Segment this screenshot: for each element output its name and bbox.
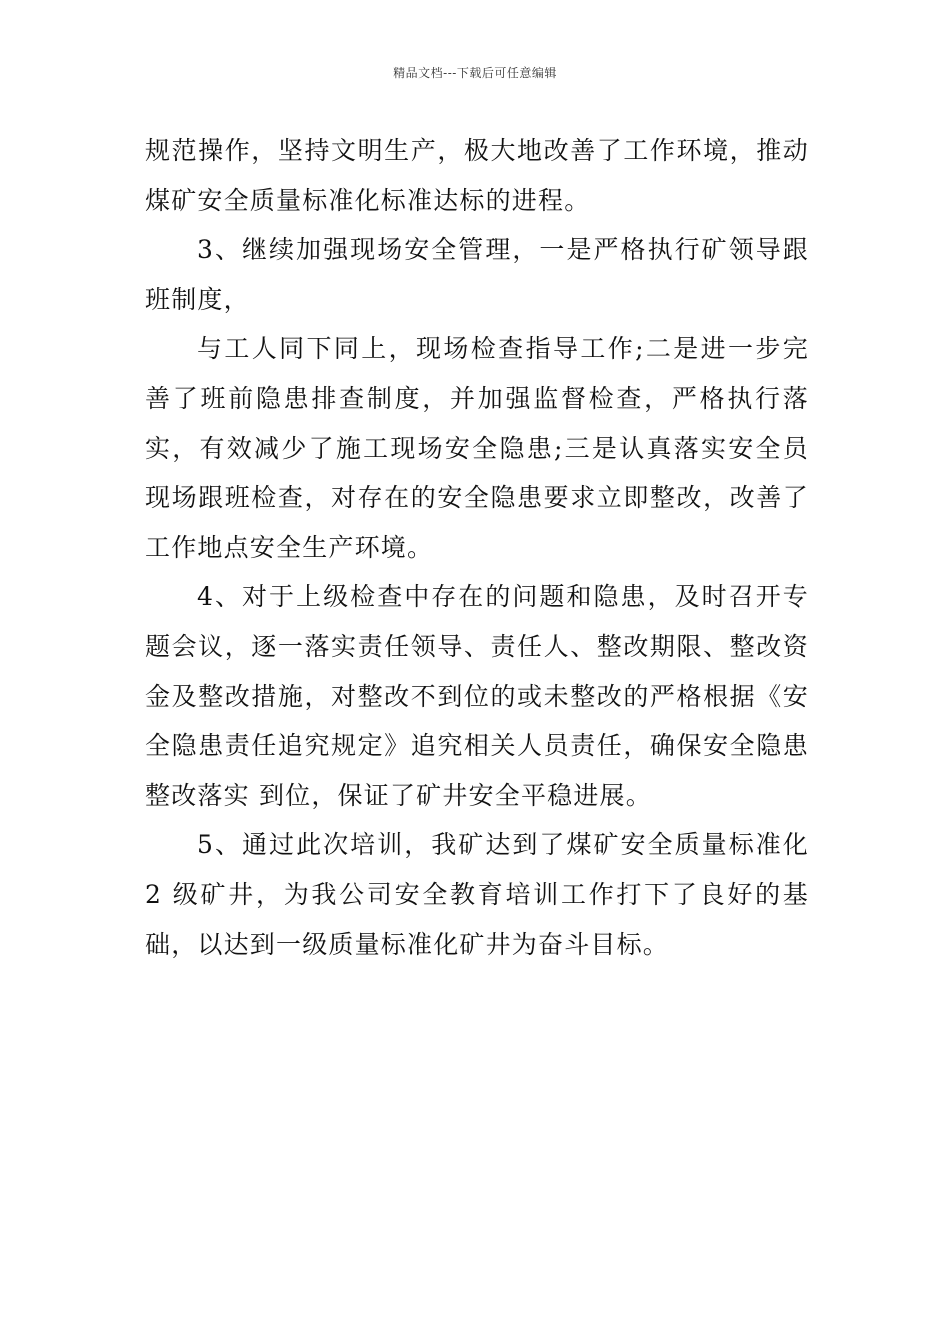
paragraph-2: 3、继续加强现场安全管理，一是严格执行矿领导跟班制度，	[145, 235, 809, 314]
paragraph-5: 5、通过此次培训，我矿达到了煤矿安全质量标准化 2 级矿井，为我公司安全教育培训工作打下了良好的基础，以达到一级质量标准化矿井为奋斗目标。	[145, 830, 809, 959]
paragraph-3: 与工人同下同上，现场检查指导工作;二是进一步完善了班前隐患排查制度，并加强监督检查，严格执行落实，有效减少了施工现场安全隐患;三是认真落实安全员现场跟班检查，对存在的安全隐患要求立即整改，改善了工作地点安全生产环境。	[145, 334, 809, 562]
paragraph-1: 规范操作，坚持文明生产，极大地改善了工作环境，推动煤矿安全质量标准化标准达标的进程。	[145, 136, 809, 215]
paragraph-4: 4、对于上级检查中存在的问题和隐患，及时召开专题会议，逐一落实责任领导、责任人、整改期限、整改资金及整改措施，对整改不到位的或未整改的严格根据《安全隐患责任追究规定》追究相关人员责任，确保安全隐患整改落实 到位，保证了矿井安全平稳进展。	[145, 582, 809, 810]
page-header: 精品文档---下载后可任意编辑	[393, 66, 557, 80]
document-body	[145, 126, 809, 969]
